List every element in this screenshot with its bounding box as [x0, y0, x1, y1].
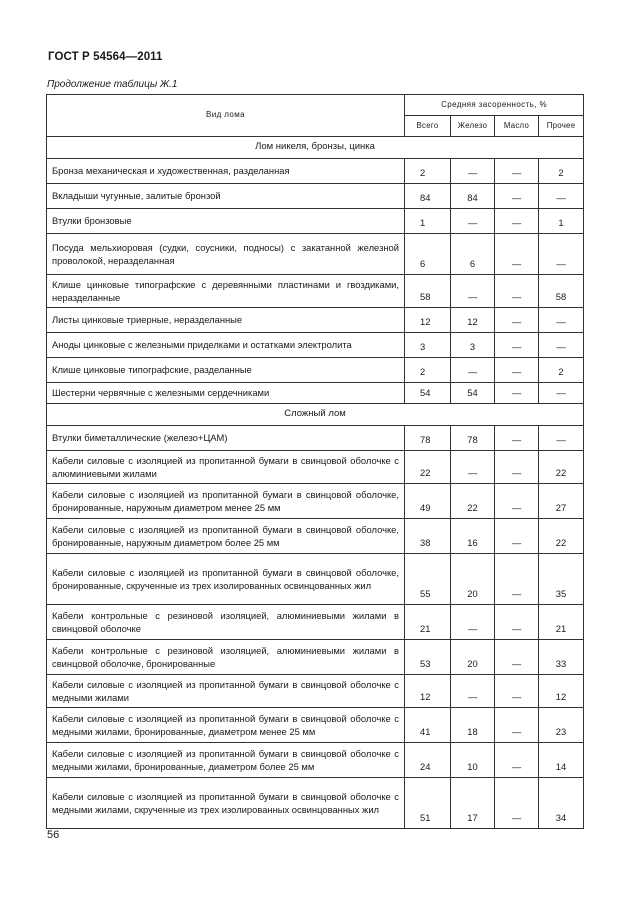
cell-oil: —	[495, 426, 539, 451]
table-row	[47, 519, 584, 554]
table-row	[47, 184, 584, 209]
cell-iron: —	[451, 159, 495, 184]
cell-total: 55	[405, 554, 451, 605]
cell-oil: —	[495, 778, 539, 829]
cell-total: 2	[405, 159, 451, 184]
column-header-group: Средняя засоренность, %	[405, 95, 584, 116]
row-scrap-kind: Кабели силовые с изоляцией из пропитанной бумаги в свинцовой оболочке, бронированные, наружным диаметром более 25 мм	[47, 519, 405, 554]
row-scrap-kind: Клише цинковые типографские, разделанные	[47, 358, 405, 383]
cell-iron: 20	[451, 554, 495, 605]
cell-total: 12	[405, 675, 451, 708]
cell-total: 84	[405, 184, 451, 209]
column-header-other: Прочее	[539, 116, 584, 137]
cell-iron: 54	[451, 383, 495, 404]
row-scrap-kind: Клише цинковые типографские с деревянными пластинами и гвоздиками, неразделанные	[47, 275, 405, 308]
cell-iron: 84	[451, 184, 495, 209]
cell-oil: —	[495, 159, 539, 184]
cell-other: 34	[539, 778, 584, 829]
cell-other: 21	[539, 605, 584, 640]
cell-oil: —	[495, 743, 539, 778]
cell-iron: 17	[451, 778, 495, 829]
cell-iron: —	[451, 675, 495, 708]
row-scrap-kind: Кабели контрольные с резиновой изоляцией, алюминиевыми жилами в свинцовой оболочке	[47, 605, 405, 640]
row-scrap-kind: Посуда мельхиоровая (судки, соусники, подносы) с закатанной железной проволокой, неразделанная	[47, 234, 405, 275]
cell-total: 6	[405, 234, 451, 275]
table-header-row	[47, 95, 584, 116]
cell-iron: 16	[451, 519, 495, 554]
column-header-kind: Вид лома	[47, 95, 405, 137]
table-row	[47, 358, 584, 383]
row-scrap-kind: Вкладыши чугунные, залитые бронзой	[47, 184, 405, 209]
cell-iron: 6	[451, 234, 495, 275]
cell-oil: —	[495, 640, 539, 675]
table-row	[47, 159, 584, 184]
cell-other: 58	[539, 275, 584, 308]
section-row	[47, 404, 584, 426]
document-header: ГОСТ Р 54564—2011	[48, 51, 163, 63]
cell-oil: —	[495, 184, 539, 209]
cell-oil: —	[495, 451, 539, 484]
table-row	[47, 451, 584, 484]
cell-other: —	[539, 308, 584, 333]
cell-other: 2	[539, 159, 584, 184]
row-scrap-kind: Кабели силовые с изоляцией из пропитанной бумаги в свинцовой оболочке, бронированные, наружным диаметром менее 25 мм	[47, 484, 405, 519]
cell-total: 41	[405, 708, 451, 743]
cell-other: 35	[539, 554, 584, 605]
row-scrap-kind: Шестерни червячные с железными сердечниками	[47, 383, 405, 404]
cell-iron: 78	[451, 426, 495, 451]
cell-iron: 22	[451, 484, 495, 519]
cell-oil: —	[495, 675, 539, 708]
cell-iron: —	[451, 275, 495, 308]
cell-oil: —	[495, 358, 539, 383]
cell-oil: —	[495, 383, 539, 404]
table-row	[47, 605, 584, 640]
cell-iron: —	[451, 209, 495, 234]
cell-total: 53	[405, 640, 451, 675]
column-header-iron: Железо	[451, 116, 495, 137]
cell-other: 1	[539, 209, 584, 234]
row-scrap-kind: Втулки биметаллические (железо+ЦАМ)	[47, 426, 405, 451]
cell-iron: 12	[451, 308, 495, 333]
cell-oil: —	[495, 605, 539, 640]
cell-total: 2	[405, 358, 451, 383]
table-body	[47, 137, 584, 829]
cell-oil: —	[495, 519, 539, 554]
table-row	[47, 708, 584, 743]
cell-total: 49	[405, 484, 451, 519]
cell-oil: —	[495, 554, 539, 605]
cell-total: 24	[405, 743, 451, 778]
cell-oil: —	[495, 484, 539, 519]
row-scrap-kind: Кабели контрольные с резиновой изоляцией, алюминиевыми жилами в свинцовой оболочке, бронированные	[47, 640, 405, 675]
cell-oil: —	[495, 333, 539, 358]
cell-iron: 20	[451, 640, 495, 675]
table-row	[47, 234, 584, 275]
cell-other: —	[539, 184, 584, 209]
cell-total: 22	[405, 451, 451, 484]
table-row	[47, 333, 584, 358]
cell-iron: —	[451, 358, 495, 383]
row-scrap-kind: Кабели силовые с изоляцией из пропитанной бумаги в свинцовой оболочке с алюминиевыми жилами	[47, 451, 405, 484]
table-row	[47, 640, 584, 675]
table-row	[47, 383, 584, 404]
row-scrap-kind: Кабели силовые с изоляцией из пропитанной бумаги в свинцовой оболочке, бронированные, скрученные из трех изолированных освинцованных жил	[47, 554, 405, 605]
cell-other: 22	[539, 519, 584, 554]
table-row	[47, 484, 584, 519]
cell-total: 3	[405, 333, 451, 358]
cell-total: 12	[405, 308, 451, 333]
cell-oil: —	[495, 308, 539, 333]
cell-total: 78	[405, 426, 451, 451]
table-row	[47, 778, 584, 829]
cell-oil: —	[495, 275, 539, 308]
table-row	[47, 675, 584, 708]
table-row	[47, 209, 584, 234]
row-scrap-kind: Кабели силовые с изоляцией из пропитанной бумаги в свинцовой оболочке с медными жилами	[47, 675, 405, 708]
cell-iron: 10	[451, 743, 495, 778]
cell-total: 21	[405, 605, 451, 640]
column-header-total: Всего	[405, 116, 451, 137]
row-scrap-kind: Кабели силовые с изоляцией из пропитанной бумаги в свинцовой оболочке с медными жилами, скрученные из трех изолированных освинцованных жил	[47, 778, 405, 829]
cell-other: —	[539, 333, 584, 358]
table-row	[47, 308, 584, 333]
table-row	[47, 426, 584, 451]
page-number: 56	[47, 829, 60, 841]
cell-other: —	[539, 234, 584, 275]
cell-other: 33	[539, 640, 584, 675]
cell-oil: —	[495, 209, 539, 234]
table-caption: Продолжение таблицы Ж.1	[47, 79, 178, 90]
cell-other: —	[539, 383, 584, 404]
cell-iron: —	[451, 451, 495, 484]
section-title: Сложный лом	[47, 404, 584, 426]
cell-total: 1	[405, 209, 451, 234]
cell-total: 54	[405, 383, 451, 404]
cell-other: 27	[539, 484, 584, 519]
scrap-contamination-table	[46, 94, 584, 829]
row-scrap-kind: Аноды цинковые с железными приделками и остатками электролита	[47, 333, 405, 358]
cell-iron: 3	[451, 333, 495, 358]
cell-other: —	[539, 426, 584, 451]
cell-other: 22	[539, 451, 584, 484]
cell-total: 58	[405, 275, 451, 308]
cell-oil: —	[495, 708, 539, 743]
row-scrap-kind: Кабели силовые с изоляцией из пропитанной бумаги в свинцовой оболочке с медными жилами, бронированные, диаметром более 25 мм	[47, 743, 405, 778]
row-scrap-kind: Кабели силовые с изоляцией из пропитанной бумаги в свинцовой оболочке с медными жилами, бронированные, диаметром менее 25 мм	[47, 708, 405, 743]
section-title: Лом никеля, бронзы, цинка	[47, 137, 584, 159]
cell-total: 51	[405, 778, 451, 829]
cell-iron: 18	[451, 708, 495, 743]
table-row	[47, 743, 584, 778]
cell-total: 38	[405, 519, 451, 554]
column-header-oil: Масло	[495, 116, 539, 137]
cell-other: 12	[539, 675, 584, 708]
cell-other: 14	[539, 743, 584, 778]
row-scrap-kind: Втулки бронзовые	[47, 209, 405, 234]
table-row	[47, 275, 584, 308]
table-row	[47, 554, 584, 605]
row-scrap-kind: Бронза механическая и художественная, разделанная	[47, 159, 405, 184]
cell-oil: —	[495, 234, 539, 275]
section-row	[47, 137, 584, 159]
cell-iron: —	[451, 605, 495, 640]
cell-other: 2	[539, 358, 584, 383]
cell-other: 23	[539, 708, 584, 743]
row-scrap-kind: Листы цинковые триерные, неразделанные	[47, 308, 405, 333]
